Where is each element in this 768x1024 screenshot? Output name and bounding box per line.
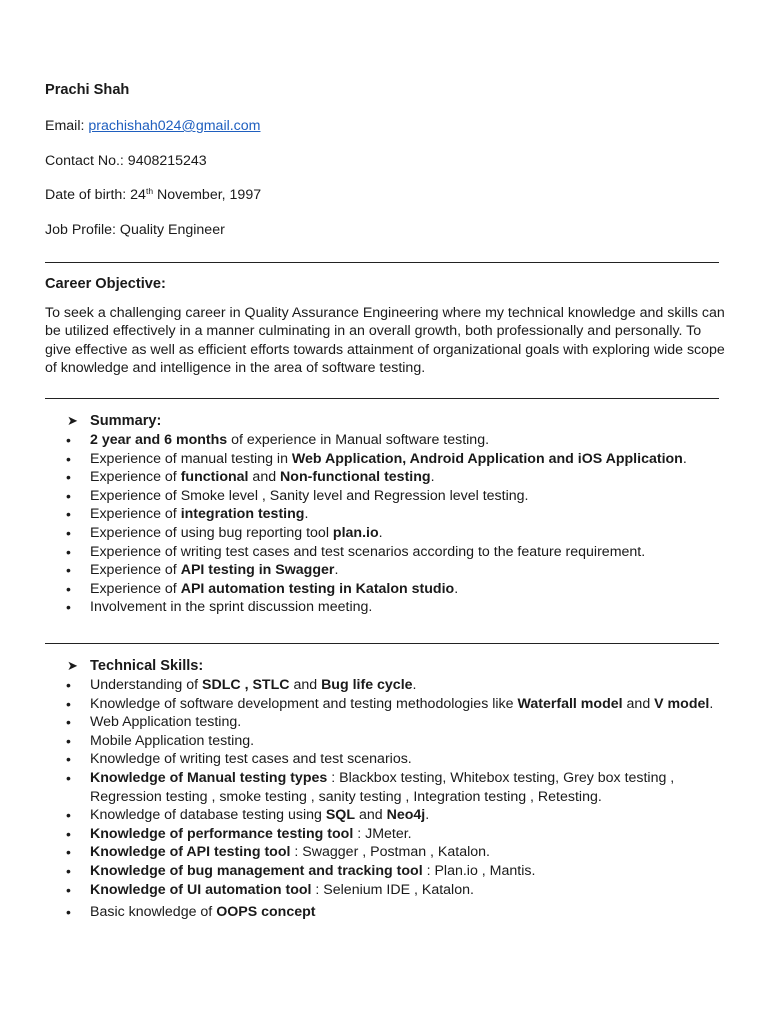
bold-text: Knowledge of UI automation tool [90,881,312,898]
text: Experience of [90,506,181,523]
text: : Plan.io , Mantis. [422,862,536,879]
text: : JMeter. [353,825,412,842]
bold-text: OOPS concept [216,904,316,921]
bold-text: Knowledge of bug management and tracking tool [90,862,423,879]
bold-text: SQL [325,807,356,824]
bold-text: SDLC , STLC [202,677,290,693]
text: . [378,524,383,541]
technical-skills-list [45,676,725,922]
summary-list-item [45,543,725,562]
summary-list-item [45,524,725,543]
email-label: Email: [45,118,89,134]
skill-list-item [45,806,725,825]
text: Experience of [90,469,181,486]
text: Knowledge of software development and testing methodologies like [90,695,518,712]
contact-number: Contact No.: 9408215243 [45,153,207,169]
skill-list-item [45,713,725,732]
career-objective-heading: Career Objective: [45,276,166,292]
bold-text: Knowledge of Manual testing types [90,769,328,786]
summary-list-item [45,598,725,617]
skill-list-item [45,862,725,881]
dob-suffix: November, 1997 [153,187,262,203]
text: . [304,506,309,523]
bold-text: Knowledge of API testing tool [90,844,291,861]
email-link[interactable]: prachishah024@gmail.com [88,118,261,134]
bold-text: API automation testing in Katalon studio [180,580,455,597]
arrow-bullet-icon: ➤ [67,413,78,428]
summary-heading-label: Summary: [90,413,162,429]
bold-text: Neo4j [386,807,426,824]
text: Experience of writing test cases and test scenarios according to the feature requirement. [90,543,646,560]
text: Experience of [90,580,181,597]
bold-text: V model [654,695,710,712]
skill-list-item [45,881,725,900]
bold-text: integration testing [180,506,305,523]
dob-prefix: Date of birth: 24 [45,187,146,203]
text: . [334,562,339,579]
text: Knowledge of database testing using [90,807,326,824]
summary-list-item [45,561,725,580]
text: and [355,807,387,824]
dob-ordinal: th [145,186,154,196]
text: Web Application testing. [90,714,242,731]
summary-heading [67,412,161,431]
career-objective-text: To seek a challenging career in Quality Assurance Engineering where my technical knowledge and skills can be utilized effectively in a manner culminating in an overall growth, both professionally and personally. To give effective as well as efficient efforts towards attainment of organizational goals with exploring wide scope of knowledge and intelligence in the area of software testing. [45,305,725,377]
text: Mobile Application testing. [90,732,255,749]
text: : Selenium IDE , Katalon. [311,881,474,898]
skill-list-item [45,695,725,714]
bold-text: plan.io [332,524,379,541]
bold-text: functional [180,469,249,486]
skill-list-item [45,769,725,806]
text: and [248,469,281,486]
summary-list [45,431,725,617]
summary-list-item [45,505,725,524]
summary-list-item [45,431,725,450]
bold-text: Bug life cycle [321,677,413,693]
skill-list-item [45,825,725,844]
bold-text: Web Application, Android Application and iOS Application [291,450,683,467]
email-line [45,117,261,136]
skill-list-item [45,843,725,862]
skill-list-item [45,732,725,751]
divider [45,643,719,644]
text: : Blackbox testing, Whitebox testing, Grey box testing , Regression testing , smoke testing , sanity testing , Integration testing , Retesting. [90,769,675,805]
text: Experience of [90,562,181,579]
text: Experience of using bug reporting tool [90,524,333,541]
summary-list-item [45,580,725,599]
bold-text: API testing in Swagger [180,562,335,579]
job-profile: Job Profile: Quality Engineer [45,222,225,238]
bold-text: Knowledge of performance testing tool [90,825,354,842]
arrow-bullet-icon: ➤ [67,658,78,673]
technical-skills-heading [67,657,203,676]
text: . [682,450,687,467]
text: . [709,695,714,712]
text: Experience of manual testing in [90,450,292,467]
summary-list-item [45,487,725,506]
summary-list-item [45,468,725,487]
candidate-name: Prachi Shah [45,82,130,98]
text: : Swagger , Postman , Katalon. [290,844,490,861]
text: Understanding of [90,677,202,693]
bold-text: 2 year and 6 months [90,432,228,448]
text: of experience in Manual software testing. [227,432,490,448]
text: . [412,677,417,693]
skills-heading-label: Technical Skills: [90,658,204,674]
bold-text: Waterfall model [517,695,623,712]
text: Involvement in the sprint discussion meeting. [90,599,373,616]
text: Basic knowledge of [90,904,217,921]
text: . [425,807,430,824]
summary-list-item [45,450,725,469]
divider [45,262,719,263]
text: and [289,677,322,693]
date-of-birth [45,186,261,205]
text: . [430,469,435,486]
text: . [454,580,459,597]
skill-list-item [45,676,725,695]
divider [45,398,719,399]
skill-list-item [45,903,725,922]
text: Knowledge of writing test cases and test scenarios. [90,751,412,768]
text: Experience of Smoke level , Sanity level and Regression level testing. [90,487,529,504]
skill-list-item [45,750,725,769]
bold-text: Non-functional testing [280,469,431,486]
text: and [622,695,655,712]
